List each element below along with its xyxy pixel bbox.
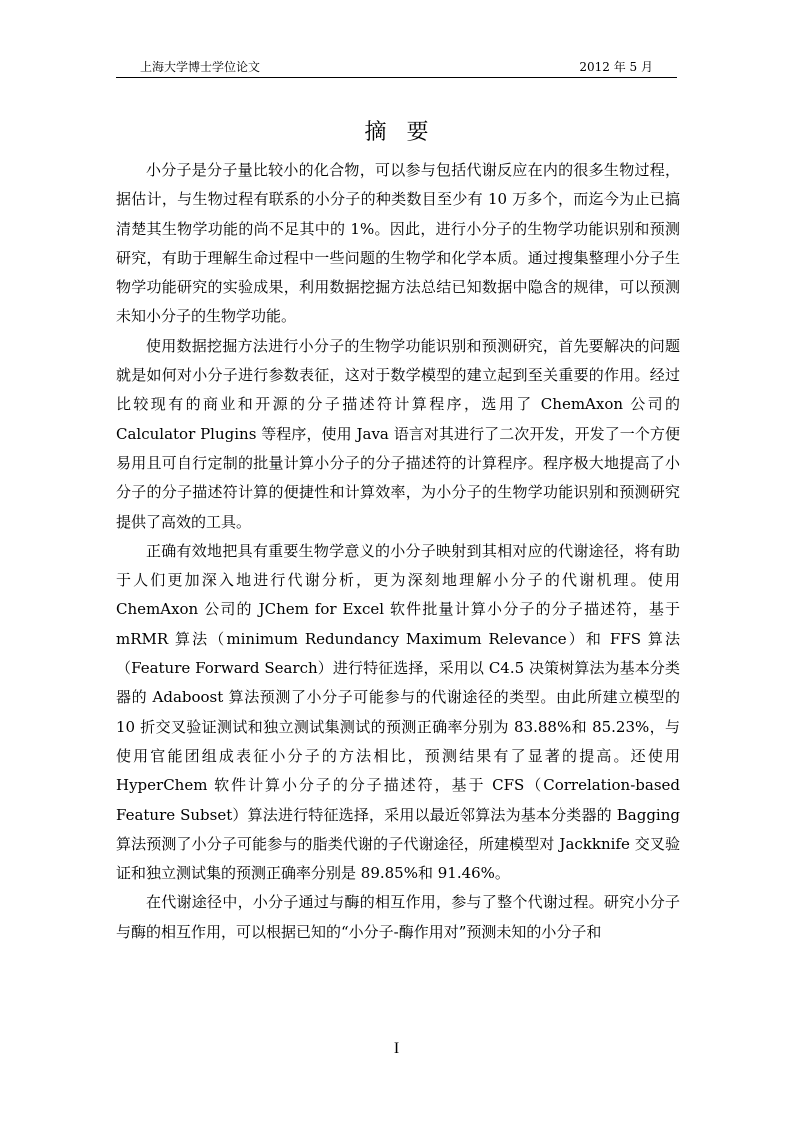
paragraph: 在代谢途径中，小分子通过与酶的相互作用，参与了整个代谢过程。研究小分子与酶的相互作用，可以根据已知的“小分子-酶作用对”预测未知的小分子和 <box>116 893 680 941</box>
paragraph: 使用数据挖掘方法进行小分子的生物学功能识别和预测研究，首先要解决的问题就是如何对小分子进行参数表征，这对于数学模型的建立起到至关重要的作用。经过比较现有的商业和开源的分子描述符计算程序，选用了 ChemAxon 公司的 Calculator Plugins 等程序，使用 Java 语言对其进行了二次开发，开发了一个方便易用且可自行定制的批量计算小分子的分子描述符的计算程序。程序极大地提高了小分子的分子描述符计算的便捷性和计算效率，为小分子的生物学功能识别和预测研究提供了高效的工具。 <box>116 336 680 531</box>
abstract-body <box>116 156 680 947</box>
page-title: 摘要 <box>364 120 449 145</box>
header-right-date: 2012 年 5 月 <box>579 60 653 74</box>
running-header <box>116 56 677 78</box>
page-number: I <box>393 1040 400 1057</box>
paragraph: 小分子是分子量比较小的化合物，可以参与包括代谢反应在内的很多生物过程，据估计，与生物过程有联系的小分子的种类数目至少有 10 万多个，而迄今为止已搞清楚其生物学功能的尚不足其中的 1%。因此，进行小分子的生物学功能识别和预测研究，有助于理解生命过程中一些问题的生物学和化学本质。通过搜集整理小分子生物学功能研究的实验成果，利用数据挖掘方法总结已知数据中隐含的规律，可以预测未知小分子的生物学功能。 <box>116 161 680 326</box>
paragraph: 正确有效地把具有重要生物学意义的小分子映射到其相对应的代谢途径，将有助于人们更加深入地进行代谢分析，更为深刻地理解小分子的代谢机理。使用 ChemAxon 公司的 JChem for Excel 软件批量计算小分子的分子描述符，基于 mRMR 算法（minimum Redundancy Maximum Relevance）和 FFS 算法（Feature Forward Search）进行特征选择，采用以 C4.5 决策树算法为基本分类器的 Adaboost 算法预测了小分子可能参与的代谢途径的类型。由此所建立模型的 10 折交叉验证测试和独立测试集测试的预测正确率分别为 83.88%和 85.23%，与使用官能团组成表征小分子的方法相比，预测结果有了显著的提高。还使用 HyperChem 软件计算小分子的分子描述符，基于 CFS（Correlation-based Feature Subset）算法进行特征选择，采用以最近邻算法为基本分类器的 Bagging 算法预测了小分子可能参与的脂类代谢的子代谢途径，所建模型对 Jackknife 交叉验证和独立测试集的预测正确率分别是 89.85%和 91.46%。 <box>116 541 680 883</box>
header-left-text: 上海大学博士学位论文 <box>140 60 261 74</box>
